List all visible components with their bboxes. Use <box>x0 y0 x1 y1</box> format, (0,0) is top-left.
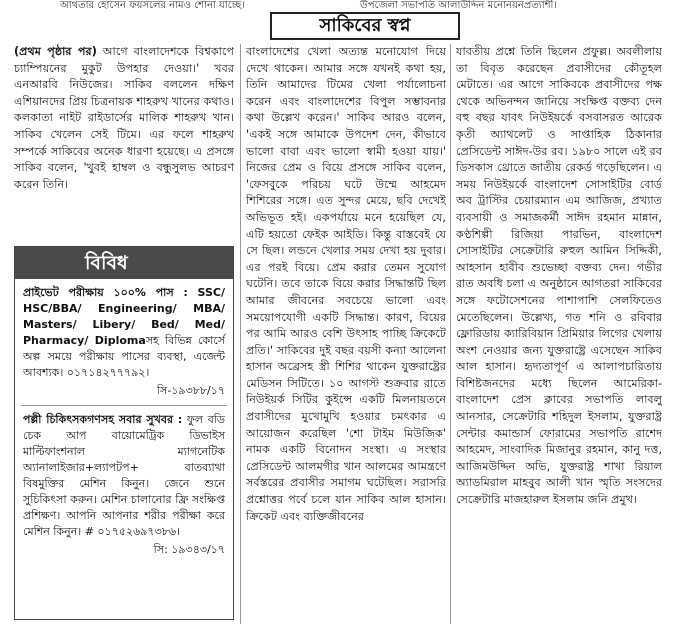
classified-ad-tutoring <box>15 279 233 399</box>
article-text-col1: আগে বাংলাদেশকে বিশ্বকাপে চ্যাম্পিয়নের মুকুট উপহার দেওয়া।' খবর এনআরবি নিউজের। সাকিব বললেন দক্ষিণ এশিয়ানদের প্রিয় চিত্রনায়ক শাহরুখ খানের কথাও। কলকাতা নাইট রাইডার্সের মালিক শাহরুখ খান। সাকিব খেলেন সেই টিমে। এর ফলে শাহরুখ সম্পর্কে সাকিবের অনেক ধারণা হয়েছে। এ প্রসঙ্গে সাকিব বলেন, 'খুবই হাম্বল ও বন্ধুসুলভ আচরণ করেন তিনি। <box>14 45 234 191</box>
classifieds-box <box>14 246 234 620</box>
top-strip-left-text: আথতার হোসেন ফয়সলের নামও শোনা যাচ্ছে। <box>60 0 245 11</box>
ad-code: সি: ১৯৩৪৩/১৭ <box>153 543 225 556</box>
article-text-col2: বাংলাদেশের খেলা অত্যন্ত মনোযোগ দিয়ে দেখে থাকেন। আমার সঙ্গে যখনই কথা হয়, তিনি আমাদের টিমের খেলা পর্যালোচনা করেন এবং বাংলাদেশের বিপুল সম্ভাবনার কথা উল্লেখ করেন।' সাকিব আরও বলেন, 'একই সঙ্গে আমাকে উপদেশ দেন, কীভাবে ভালো বাবা এবং ভালো স্বামী হওয়া যায়।' নিজের প্রেম ও বিয়ে প্রসঙ্গে সাকিব বলেন, 'ফেসবুকে পরিচয় ঘটে উম্মে আহমেদ শিশিরের সঙ্গে। এত সুন্দর মেয়ে, ছবি দেখেই অভিভূত হই। একপর্যায়ে মনে হয়েছিল যে, এটি হয়তো ফেইক আইডি। কিন্তু বাস্তবেই যে সে ছিল। লন্ডনে খেলার সময় দেখা হয় দুবার। এর পরই বিয়ে। প্রেম করার তেমন সুযোগ ঘটেনি। তবে তাকে বিয়ে করার সিদ্ধান্তটি ছিল আমার জীবনের সবচেয়ে ভালো এবং সময়োপযোগী একটি সিদ্ধান্ত। কারণ, বিয়ের পর আমি আরও বেশি উৎসাহ পাচ্ছি ক্রিকেটে প্রতি।' সাকিবের দুই বছর বয়সী কন্যা আলেনা হাসান অব্রেসহ স্ত্রী শিশির থাকেন যুক্তরাষ্ট্রের মেডিসন সিটিতে। ১০ আগস্ট শুক্রবার রাতে নিউইয়র্ক সিটির কুইন্সে একটি মিলনায়তনে প্রবাসীদের মুখোমুখি হওয়ার চমৎকার এ আয়োজন করেছিল 'শো টাইম মিউজিক' নামক একটি বিনোদন সংস্থা। এ সংস্থার প্রেসিডেন্ট আলমগীর খান আলমের আমন্ত্রণে সর্বস্তরের প্রবাসীর সমাগম ঘটেছিল। সরাসরি প্রশ্নোত্তর পর্বে চলে যান সাকিব আল হাসান। ক্রিকেট এবং ব্যক্তিজীবনের <box>246 45 446 523</box>
article-title: সাকিবের স্বপ্ন <box>270 12 460 40</box>
classifieds-heading: বিবিধ <box>15 247 233 279</box>
article-column-1 <box>14 44 234 224</box>
ad-headline: প্রাইভেট পরীক্ষায় ১০০% পাস : SSC/ HSC/BBA/ Engineering/ MBA/ Masters/ Libery/ Bed/ Med/ Pharmacy/ Diploma <box>23 286 225 347</box>
article-text-col3: যাবতীয় প্রশ্নে তিনি ছিলেন প্রফুল্ল। অবলীলায় তা বিবৃত করেছেন প্রবাসীদের কৌতূহল মেটাতে। এর আগে সাকিবকে প্রবাসীদের পক্ষ থেকে অভিনন্দন জানিয়ে সংক্ষিপ্ত বক্তব্য দেন বহু বছর যাবৎ নিউইয়র্কে বসবাসরত আরেক কৃতী অ্যাথলেট ও সাপ্তাহিক ঠিকানার প্রেসিডেন্ট সাঈদ-উর রব। ১৯৮০ সালে এই রব ডিসকাস থ্রোতে জাতীয় রেকর্ড গড়েছিলেন। এ সময় নিউইয়র্কে বাংলাদেশ সোসাইটির বোর্ড অব ট্রাস্টির চেয়ারম্যান এম আজিজ, প্রখ্যাত ব্যবসায়ী ও সমাজকর্মী সাঈদ রহমান মান্নান, কণ্ঠশিল্পী রিজিয়া পারভিন, বাংলাদেশ সোসাইটির সেক্রেটারি রুহুল আমিন সিদ্দিকী, আহসান হাবীব শুভেচ্ছা বক্তব্য দেন। গভীর রাত অবধি চলা এ অনুষ্ঠানে আগতরা সাকিবের সঙ্গে ফটোসেশনের পাশাপাশি সেলফিতেও মেতেছিলেন। উল্লেখ্য, গত শনি ও রবিবার ফ্লোরিডায় ক্যারিবিয়ান প্রিমিয়ার লিগের খেলায় অংশ নেওয়ার জন্য যুক্তরাষ্ট্রে এসেছেন সাকিব আল হাসান। হৃদ্যতাপূর্ণ এ আলাপচারিতায় বিশিষ্টজনদের মধ্যে ছিলেন আমেরিকা-বাংলাদেশ প্রেস ক্লাবের সভাপতি লাবলু আনসার, সেক্রেটারি শহিদুল ইসলাম, যুক্তরাষ্ট্র সেন্টার কমান্ডার্স ফোরামের সভাপতি রাশেদ আহমেদ, সাংবাদিক মিজানুর রহমান, কানু দত্ত, আজিমউদ্দিন অভি, যুক্তরাষ্ট্র শাখা রিয়াল অ্যাডমিরাল মাহবুব আলী খান স্মৃতি সংসদের সেক্রেটারি মাজহারুল ইসলাম জনি প্রমুখ। <box>456 45 662 507</box>
ad-body: ফুল বডি চেক আপ বায়োমেট্রিক ডিভাইস মাল্টিফাংশনাল ম্যাগনেটিক অ্যানালাইজার+ল্যাপটপ+ বাতব্যাথা বিষমুক্তির মেশিন কিনুন। জেনে শুনে সুচিকিৎসা করুন। মেশিন চালানোর ফ্রি সংক্ষিপ্ত প্রশিক্ষণ। আপনি আপনার শরীর পরীক্ষা করে মেশিন কিনুন। # ০১৭৫২৬৯৭৩৮৬। <box>23 413 225 538</box>
continued-marker: (প্রথম পৃষ্ঠার পর) <box>14 45 97 58</box>
article-column-2 <box>246 44 446 624</box>
ad-headline: পল্লী চিকিৎসকগণসহ সবার সুখবর : <box>23 413 183 426</box>
article-column-3 <box>456 44 662 604</box>
top-strip <box>0 0 678 12</box>
column-divider <box>450 44 451 624</box>
classified-ad-medical-device <box>15 406 233 558</box>
ad-code: সি-১৯৩৮৮/১৭ <box>156 384 225 397</box>
column-divider <box>240 44 241 624</box>
ad-body: সহ বিভিন্ন কোর্সে অল্প সময়ে পরীক্ষায় পাসের ব্যবস্থা, এজেন্ট আবশ্যক। ০১৭১৪২৭৭৭৯২। <box>23 334 225 379</box>
top-strip-right-text: উপজেলা সভাপতি আলাউদ্দিন মনোনয়নপ্রত্যাশী। <box>360 0 557 11</box>
